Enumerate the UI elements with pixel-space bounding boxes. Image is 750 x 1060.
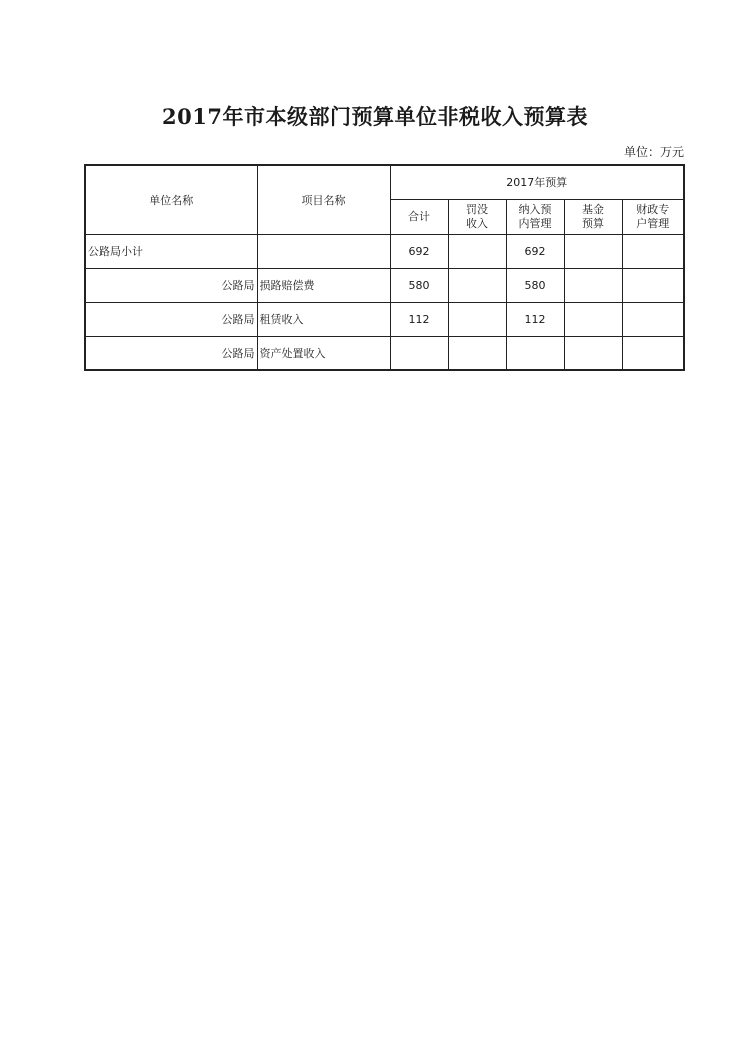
page-title: 2017年市本级部门预算单位非税收入预算表 [162, 104, 588, 129]
header-budget-group: 2017年预算 [390, 165, 684, 199]
header-total [390, 199, 448, 234]
header-special [622, 199, 684, 234]
budget-table [84, 164, 685, 371]
cell-fines [448, 268, 506, 302]
cell-in-budget: 692 [506, 234, 564, 268]
cell-special [622, 336, 684, 370]
cell-item: 资产处置收入 [257, 336, 390, 370]
cell-fund [564, 268, 622, 302]
cell-total: 692 [390, 234, 448, 268]
cell-in-budget: 112 [506, 302, 564, 336]
cell-fines [448, 302, 506, 336]
cell-in-budget: 580 [506, 268, 564, 302]
cell-total: 112 [390, 302, 448, 336]
header-fines-line2: 收入 [466, 216, 488, 230]
cell-unit: 公路局 [85, 302, 257, 336]
cell-fund [564, 302, 622, 336]
header-fund-line1: 基金 [582, 202, 604, 216]
cell-total [390, 336, 448, 370]
header-fines-line1: 罚没 [466, 202, 488, 216]
header-total-label: 合计 [408, 209, 430, 223]
cell-fines [448, 336, 506, 370]
header-item-name: 项目名称 [257, 165, 390, 234]
cell-item: 租赁收入 [257, 302, 390, 336]
cell-fines [448, 234, 506, 268]
cell-special [622, 234, 684, 268]
cell-item [257, 234, 390, 268]
cell-item: 损路赔偿费 [257, 268, 390, 302]
cell-unit: 公路局 [85, 268, 257, 302]
header-fund [564, 199, 622, 234]
header-in-budget [506, 199, 564, 234]
header-fund-line2: 预算 [582, 216, 604, 230]
cell-special [622, 302, 684, 336]
cell-special [622, 268, 684, 302]
cell-fund [564, 336, 622, 370]
table-row [85, 234, 684, 268]
header-special-line2: 户管理 [636, 216, 670, 230]
header-row [85, 165, 684, 199]
header-unit-name: 单位名称 [85, 165, 257, 234]
table-row [85, 336, 684, 370]
table-row [85, 268, 684, 302]
cell-total: 580 [390, 268, 448, 302]
header-special-line1: 财政专 [636, 202, 670, 216]
cell-in-budget [506, 336, 564, 370]
header-fines [448, 199, 506, 234]
cell-fund [564, 234, 622, 268]
cell-unit: 公路局小计 [85, 234, 257, 268]
unit-label: 单位：万元 [623, 145, 684, 159]
cell-unit: 公路局 [85, 336, 257, 370]
table-row [85, 302, 684, 336]
header-in-budget-line1: 纳入预 [518, 202, 552, 216]
header-in-budget-line2: 内管理 [518, 216, 552, 230]
